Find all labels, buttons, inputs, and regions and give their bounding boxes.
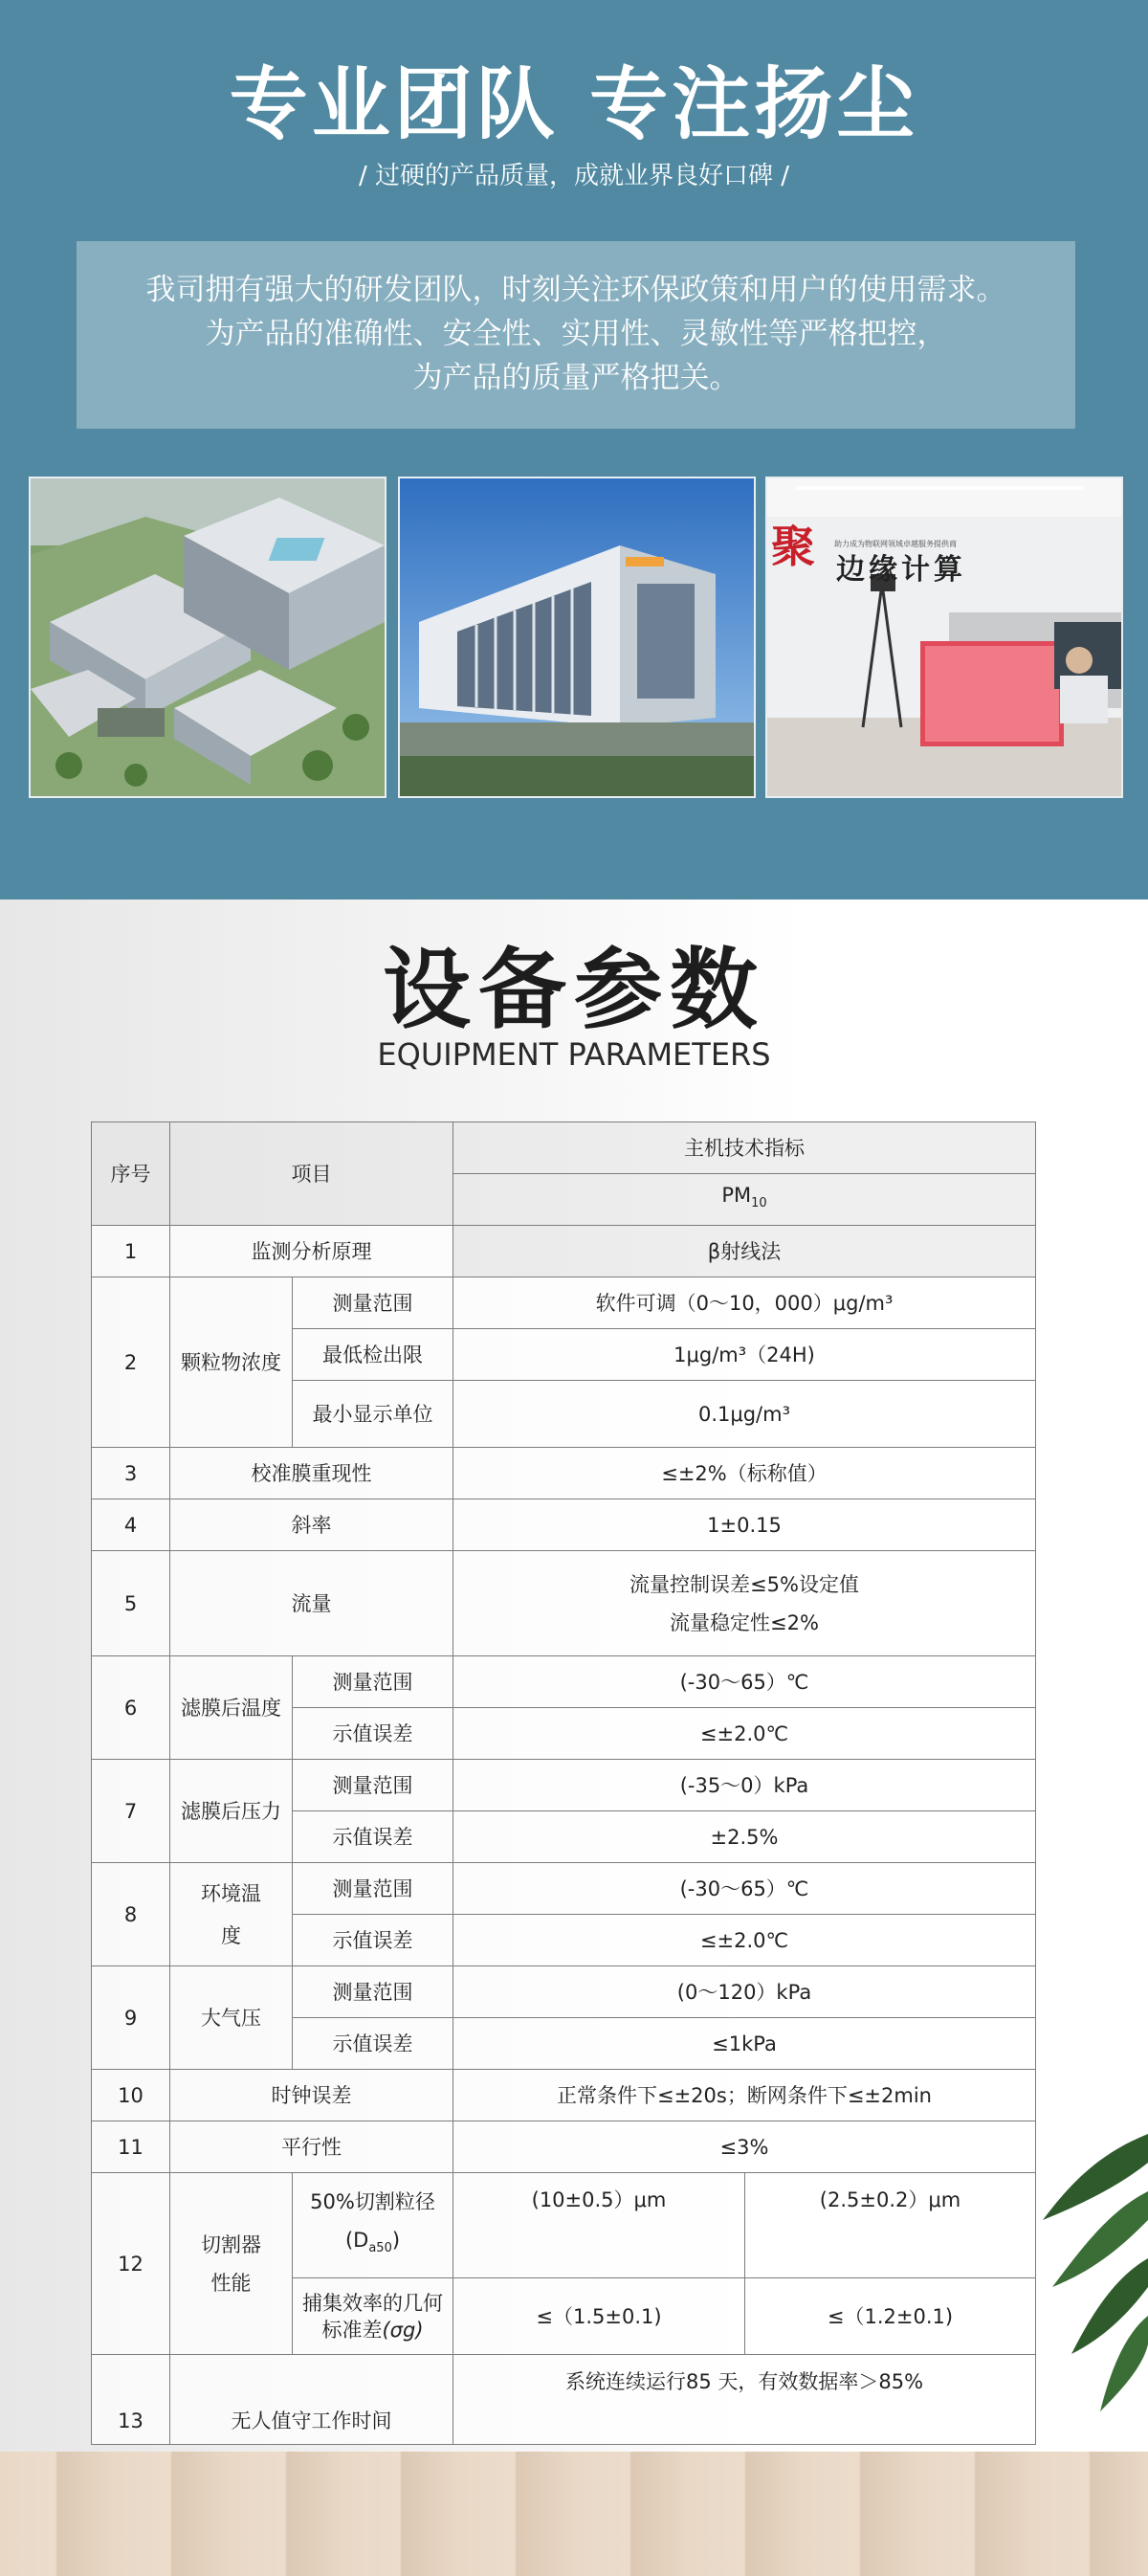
row-sub-item: 测量范围: [293, 1760, 453, 1811]
d50-label: 50%切割粒径: [310, 2189, 435, 2213]
d50-pm10-value: (10±0.5）μm: [453, 2173, 745, 2278]
row-value: ≤3%: [453, 2121, 1036, 2173]
header-model-sub: 10: [751, 1196, 767, 1211]
plant-decoration: [1033, 2096, 1148, 2440]
row-group: 环境温度: [170, 1863, 293, 1966]
row-no: 13: [92, 2355, 170, 2445]
row-sub-item: 示值误差: [293, 1915, 453, 1966]
team-section: [0, 0, 1148, 899]
row-sub-item: 测量范围: [293, 1863, 453, 1915]
row-item: 校准膜重现性: [170, 1448, 453, 1499]
row-item: 监测分析原理: [170, 1226, 453, 1277]
row-value: (0～120）kPa: [453, 1966, 1036, 2018]
sigma-pm10-value: ≤（1.5±0.1): [453, 2278, 745, 2355]
row-sub-item: 最小显示单位: [293, 1381, 453, 1448]
row-no: 1: [92, 1226, 170, 1277]
row-group: 滤膜后温度: [170, 1656, 293, 1760]
row-no: 7: [92, 1760, 170, 1863]
row-value: (-30～65）℃: [453, 1863, 1036, 1915]
row-value: 软件可调（0～10，000）μg/m³: [453, 1277, 1036, 1329]
campus-aerial-photo: [29, 477, 386, 798]
equipment-parameters-section: [0, 899, 1148, 2576]
row-sub-item: 测量范围: [293, 1277, 453, 1329]
row-no: 4: [92, 1499, 170, 1551]
header-item: 项目: [170, 1122, 453, 1226]
row-no: 2: [92, 1277, 170, 1448]
office-building-photo: [398, 477, 756, 798]
sigma-label: 捕集效率的几何标准差: [302, 2291, 443, 2342]
team-description-line: 为产品的准确性、安全性、实用性、灵敏性等严格把控，: [205, 317, 947, 351]
table-row: [92, 2070, 1036, 2121]
row-value: ≤±2%（标称值）: [453, 1448, 1036, 1499]
office-interior-photo: [765, 477, 1123, 798]
row-sub-item: 测量范围: [293, 1656, 453, 1708]
row-value: 1μg/m³（24H): [453, 1329, 1036, 1381]
table-row: [92, 1966, 1036, 2018]
team-description-line: 为产品的质量严格把关。: [412, 361, 740, 395]
row-sub-item: 示值误差: [293, 1708, 453, 1760]
sigma-symbol: (σg): [382, 2318, 424, 2342]
row-group: 颗粒物浓度: [170, 1277, 293, 1448]
row-value: 系统连续运行85 天，有效数据率＞85%: [453, 2355, 1036, 2445]
row-sub-item: 示值误差: [293, 2018, 453, 2070]
row-value: β射线法: [453, 1226, 1036, 1277]
header-spec: 主机技术指标: [453, 1122, 1036, 1174]
sigma-pm25-value: ≤（1.2±0.1): [745, 2278, 1036, 2355]
team-description-line: 我司拥有强大的研发团队，时刻关注环保政策和用户的使用需求。: [145, 273, 1006, 307]
row-no: 12: [92, 2173, 170, 2355]
row-no: 11: [92, 2121, 170, 2173]
header-no: 序号: [92, 1122, 170, 1226]
row-value: ≤1kPa: [453, 2018, 1036, 2070]
d50-pm25-value: (2.5±0.2）μm: [745, 2173, 1036, 2278]
table-row: [92, 1863, 1036, 1915]
wood-floor: [0, 2452, 1148, 2576]
row-value: ≤±2.0℃: [453, 1915, 1036, 1966]
table-row: [92, 1760, 1036, 1811]
sign-main-text: 边缘计算: [836, 553, 966, 587]
team-title: 专业团队 专注扬尘: [229, 59, 919, 150]
row-value: ±2.5%: [453, 1811, 1036, 1863]
table-row: [92, 1122, 1036, 1174]
params-subtitle: EQUIPMENT PARAMETERS: [377, 1036, 771, 1073]
row-value-line: 流量控制误差≤5%设定值: [629, 1572, 859, 1596]
sign-brand-char: 聚: [771, 521, 815, 572]
row-item: 无人值守工作时间: [170, 2355, 453, 2445]
d50-symbol-close: ): [391, 2228, 401, 2252]
row-item: 平行性: [170, 2121, 453, 2173]
row-value-line: 流量稳定性≤2%: [670, 1610, 819, 1634]
params-title: 设备参数: [382, 939, 765, 1041]
team-description-box: [77, 241, 1075, 429]
row-value: (-30～65）℃: [453, 1656, 1036, 1708]
row-sub-item: 测量范围: [293, 1966, 453, 2018]
d50-symbol-sub: a50: [368, 2241, 392, 2256]
table-row: [92, 2173, 1036, 2278]
table-row: [92, 2355, 1036, 2445]
table-row: [92, 1499, 1036, 1551]
row-value: 1±0.15: [453, 1499, 1036, 1551]
row-sub-item: 示值误差: [293, 1811, 453, 1863]
row-group: 切割器性能: [170, 2173, 293, 2355]
d50-symbol: [297, 2221, 449, 2268]
row-item: 时钟误差: [170, 2070, 453, 2121]
table-row: [92, 2121, 1036, 2173]
table-row: [92, 1277, 1036, 1329]
row-no: 6: [92, 1656, 170, 1760]
row-value: (-35～0）kPa: [453, 1760, 1036, 1811]
table-row: [92, 1448, 1036, 1499]
row-group: 滤膜后压力: [170, 1760, 293, 1863]
row-group: 大气压: [170, 1966, 293, 2070]
row-value: 正常条件下≤±20s；断网条件下≤±2min: [453, 2070, 1036, 2121]
d50-symbol-main: (D: [344, 2228, 369, 2252]
header-model: [453, 1174, 1036, 1226]
row-no: 10: [92, 2070, 170, 2121]
row-no: 9: [92, 1966, 170, 2070]
row-no: 3: [92, 1448, 170, 1499]
parameters-table: [91, 1121, 1036, 2445]
table-row: [92, 1656, 1036, 1708]
row-value: 0.1μg/m³: [453, 1381, 1036, 1448]
row-sub-item: [293, 2278, 453, 2355]
row-sub-item: 最低检出限: [293, 1329, 453, 1381]
row-no: 5: [92, 1551, 170, 1656]
row-item: 斜率: [170, 1499, 453, 1551]
row-item: 流量: [170, 1551, 453, 1656]
team-subtitle: / 过硬的产品质量，成就业界良好口碑 /: [358, 162, 790, 190]
table-row: [92, 1226, 1036, 1277]
table-row: [92, 1551, 1036, 1656]
header-model-main: PM: [721, 1183, 752, 1207]
row-value: [453, 1551, 1036, 1656]
sign-small-text: 助力成为物联网领域卓越服务提供商: [834, 540, 957, 548]
row-no: 8: [92, 1863, 170, 1966]
row-value: ≤±2.0℃: [453, 1708, 1036, 1760]
row-sub-item: [293, 2173, 453, 2278]
